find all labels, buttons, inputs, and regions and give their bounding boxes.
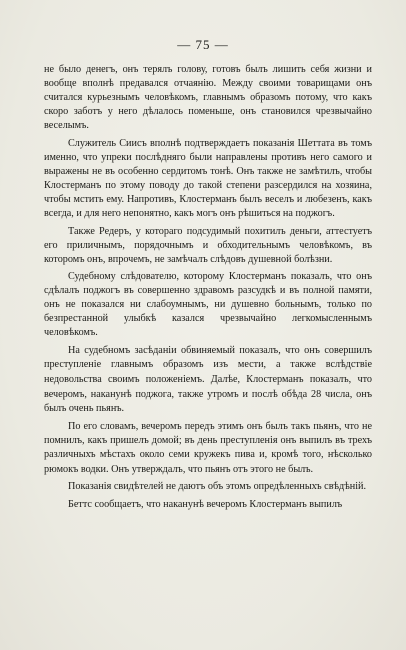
paragraph-3: Также Редеръ, у котораго подсудимый похитилъ деньги, аттестуетъ его приличнымъ, порядочнымъ и обходительнымъ человѣкомъ, въ которомъ онъ, впрочемъ, не замѣчалъ слѣдовъ душевной болѣзни. <box>44 225 372 265</box>
paragraph-2: Служитель Сиисъ вполнѣ подтверждаетъ показанія Шеттата въ томъ именно, что упреки послѣдняго были направлены противъ него самого и выражены не въ особенно сердитомъ тонѣ. Онъ также не замѣтилъ, чтобы Клостерманъ по этому поводу до такой степени разсердился на хозяина, чтобы мстить ему. Напротивъ, Клостерманъ былъ веселъ и любезенъ, какъ всегда, и для него непонятно, какъ могъ онъ рѣшиться на поджогъ. <box>44 137 372 219</box>
body-text <box>44 63 372 515</box>
paragraph-1: не было денегъ, онъ терялъ голову, готовъ былъ лишить себя жизни и вообще вполнѣ предавался отчаянію. Между своими товарищами онъ считался курьезнымъ человѣкомъ, главнымъ образомъ потому, что какъ скоро заботъ у него дѣлалось поменьше, онъ становился чрезвычайно веселымъ. <box>44 64 372 132</box>
paragraph-7: Показанія свидѣтелей не даютъ объ этомъ опредѣленныхъ свѣдѣній. <box>68 481 367 493</box>
paragraph-8: Беттс сообщаетъ, что наканунѣ вечеромъ Клостерманъ выпилъ <box>68 498 343 510</box>
paragraph-6: По его словамъ, вечеромъ передъ этимъ онъ былъ такъ пьянъ, что не помнилъ, какъ пришелъ домой; въ день преступленія онъ выпилъ въ трехъ различныхъ мѣстахъ около семи кружекъ пива и, кромѣ того, нѣсколько рюмокъ водки. Онъ утверждалъ, что пьянъ отъ этого не былъ. <box>44 421 372 475</box>
paragraph-4: Судебному слѣдователю, которому Клостерманъ показалъ, что онъ сдѣлалъ поджогъ въ совершенно здравомъ разсудкѣ и въ полной памяти, онъ не показался ни слабоумнымъ, ни душевно больнымъ, только по безпрестанной улыбкѣ казался чрезвычайно легкомысленнымъ человѣкомъ. <box>44 271 372 339</box>
page-number: — 75 — <box>177 37 229 52</box>
paragraph-5: На судебномъ засѣданіи обвиняемый показалъ, что онъ совершилъ преступленіе главнымъ образомъ изъ мести, а также вслѣдствіе недовольства своимъ положеніемъ. Далѣе, Клостерманъ показалъ, что вечеромъ, наканунѣ поджога, также утромъ и послѣ обѣда 28 числа, онъ былъ очень пьянъ. <box>44 344 372 415</box>
